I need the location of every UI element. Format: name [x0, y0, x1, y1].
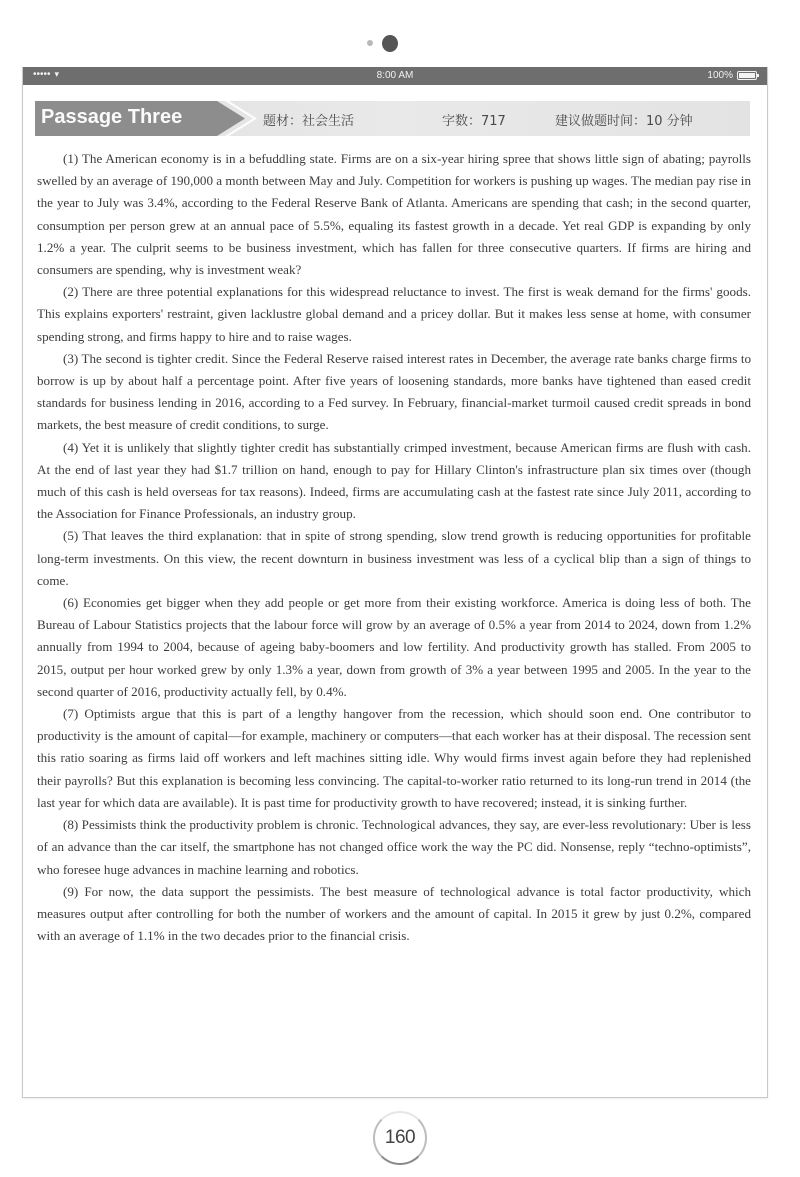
tablet-screen — [22, 67, 768, 1098]
status-time: 8:00 AM — [376, 70, 414, 81]
suggested-time: 建议做题时间：10 分钟 — [555, 114, 693, 129]
battery-status — [707, 70, 757, 81]
page-number: 160 — [384, 1127, 416, 1148]
passage-topic: 题材：社会生活 — [263, 114, 355, 129]
paragraph-2: (2) There are three potential explanations for this widespread reluctance to invest. The first is weak demand for the firms' goods. This explains exporters' restraint, given lacklustre global demand and a pricey dollar. But it makes less sense at home, with consumer spending strong, and firms happy to hire and to raise wages. — [37, 284, 751, 344]
passage-header — [35, 101, 750, 136]
battery-percent: 100% — [707, 70, 733, 81]
paragraph-3: (3) The second is tighter credit. Since the Federal Reserve raised interest rates in December, the average rate banks charge firms to borrow is up by about half a percentage point. After five years of loosening standards, more banks have tightened than eased credit standards for business lending in 2016, according to a Fed survey. In February, financial-market turmoil caused credit spreads in bond markets, the best measure of credit conditions, to surge. — [37, 350, 751, 433]
word-count: 字数：717 — [442, 114, 506, 129]
wifi-icon: ▾ — [54, 69, 60, 79]
paragraph-7: (7) Optimists argue that this is part of a lengthy hangover from the recession, which should soon end. One contributor to productivity is the amount of capital—for example, machinery or computers—that each worker has at their disposal. The recession sent this ratio soaring as firms laid off workers and left machines sitting idle. Why would firms invest again before they had replenished their payrolls? But this explanation is becoming less convincing. The capital-to-worker ratio returned to its long-run trend in 2014 (the last year for which data are available). It is past time for productivity growth to have recovered; instead, it is sinking further. — [37, 706, 751, 810]
camera-lens-icon — [382, 35, 398, 52]
camera-sensor-icon — [367, 40, 373, 46]
signal-dots-icon: ••••• — [33, 69, 51, 80]
passage-title: Passage Three — [41, 106, 183, 128]
battery-icon — [737, 71, 757, 80]
paragraph-8: (8) Pessimists think the productivity problem is chronic. Technological advances, they say, are ever-less revolutionary: Uber is less of an advance than the car itself, the smartphone has not changed office work the way the PC did. Nonsense, reply “techno-optimists”, who foresee huge advances in machine learning and robotics. — [37, 817, 751, 877]
paragraph-4: (4) Yet it is unlikely that slightly tighter credit has substantially crimped investment, because American firms are flush with cash. At the end of last year they had $1.7 trillion on hand, enough to pay for Hillary Clinton's infrastructure plan six times over (though much of this cash is held overseas for tax reasons). Indeed, firms are accumulating cash at the fastest rate since July 2011, according to the Association for Finance Professionals, an industry group. — [37, 439, 751, 522]
paragraph-5: (5) That leaves the third explanation: that in spite of strong spending, slow trend growth is reducing opportunities for profitable long-term investments. On this view, the recent downturn in business investment was less of a cyclical blip than a sign of things to come. — [37, 528, 751, 588]
paragraph-6: (6) Economies get bigger when they add people or get more from their existing workforce. America is doing less of both. The Bureau of Labour Statistics projects that the labour force will grow by an average of 0.5% a year from 2014 to 2024, down from 1.2% annually from 1994 to 2004, because of ageing baby-boomers and low fertility. And productivity growth has stalled. From 2005 to 2015, output per hour worked grew by only 1.3% a year, down from growth of 3% a year between 1995 and 2005. In the year to the second quarter of 2016, productivity actually fell, by 0.4%. — [37, 595, 751, 699]
passage-body — [37, 148, 751, 947]
status-bar — [23, 67, 767, 85]
paragraph-9: (9) For now, the data support the pessimists. The best measure of technological advance is total factor productivity, which measures output after controlling for both the number of workers and the amount of capital. In 2015 it grew by just 0.2%, compared with an average of 1.1% in the two decades prior to the financial crisis. — [37, 883, 751, 944]
paragraph-1: (1) The American economy is in a befuddling state. Firms are on a six-year hiring spree that shows little sign of abating; payrolls swelled by an average of 190,000 a month between May and July. Competition for workers is pushing up wages. The median pay rise in the year to July was 3.4%, according to the Federal Reserve Bank of Atlanta. Americans are spending that cash; in the second quarter, consumption per person grew at an annual pace of 5.5%, equaling its fastest growth in a decade. Yet real GDP is expanding by only 1.2% a year. The culprit seems to be business investment, which has fallen for three consecutive quarters. If firms are hiring and consumers are spending, why is investment weak? — [37, 151, 751, 278]
device-camera — [0, 34, 800, 54]
page-number-badge — [373, 1111, 427, 1165]
